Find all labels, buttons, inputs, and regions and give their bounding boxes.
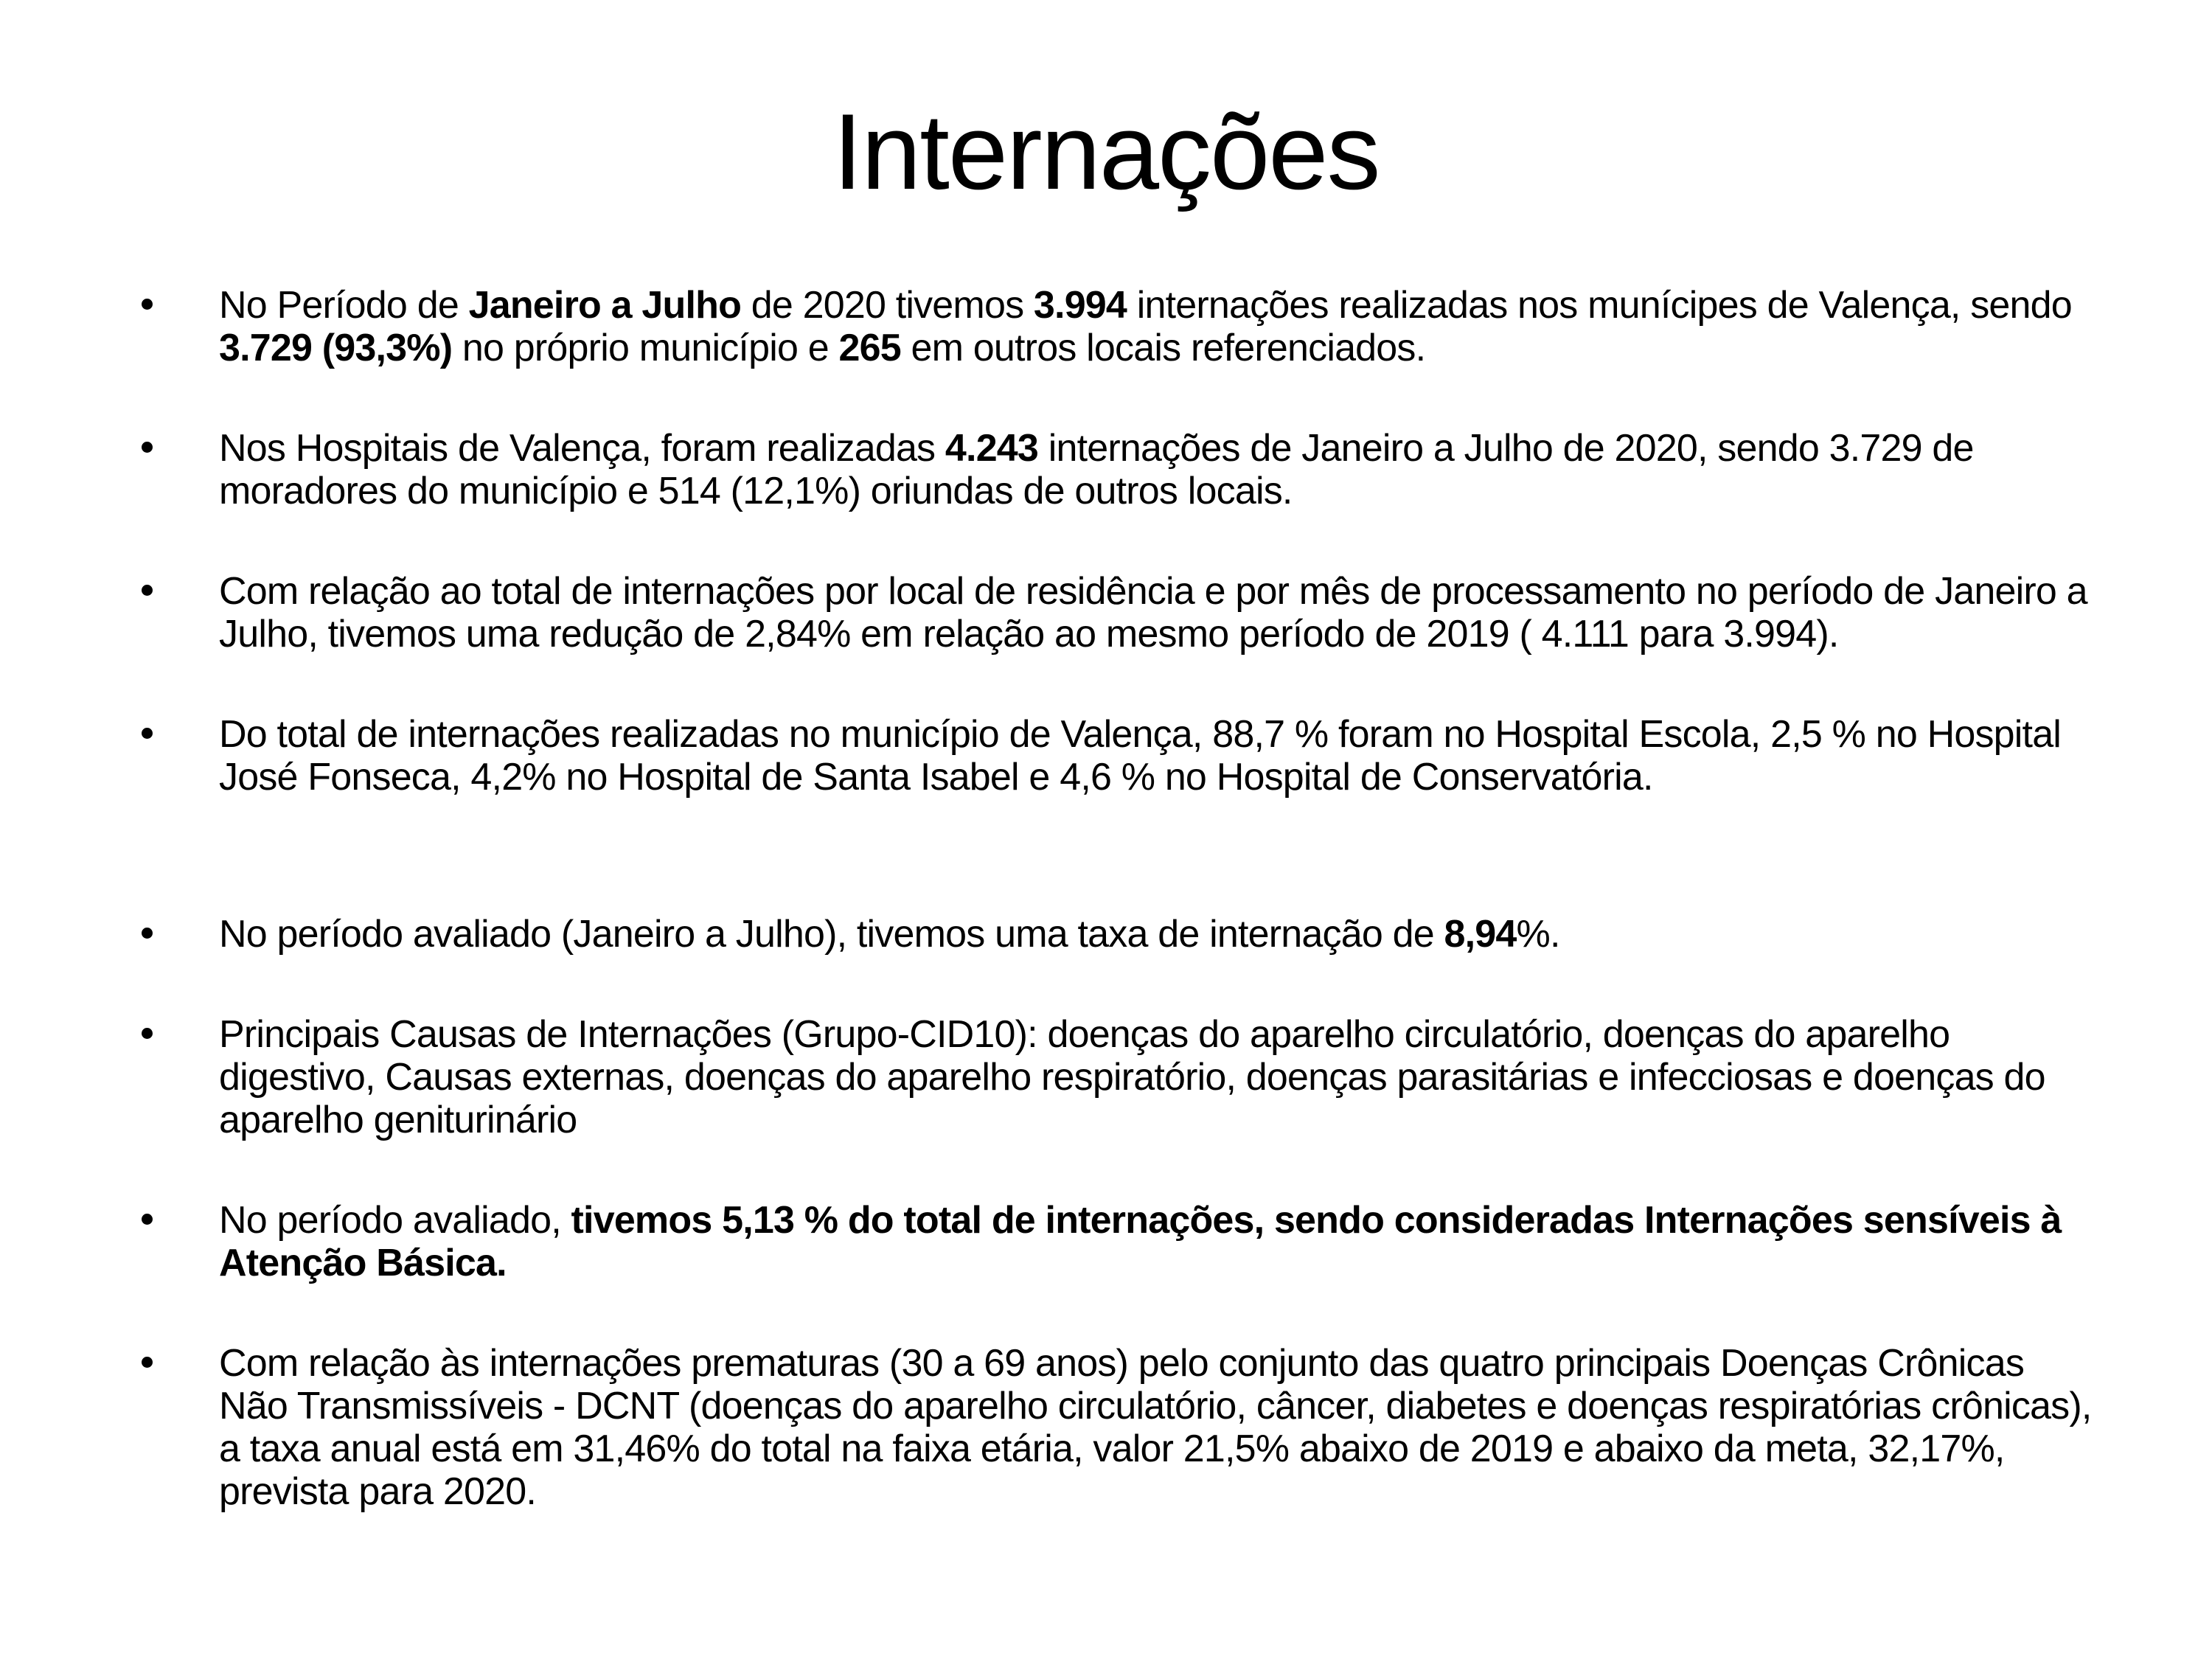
bullet-text: Nos Hospitais de Valença, foram realizadas 4.243 internações de Janeiro a Julho de 2020, sendo 3.729 de moradores do município e 514 (12,1%) oriundas de outros locais. [219, 427, 1974, 512]
bullet-marker-icon [142, 1357, 153, 1368]
bullet-text: Com relação ao total de internações por local de residência e por mês de processamento no período de Janeiro a Julho, tivemos uma redução de 2,84% em relação ao mesmo período de 2019 ( 4.111 para 3.994). [219, 570, 2087, 655]
bullet-item [140, 284, 2092, 369]
bullet-marker-icon [142, 442, 153, 453]
bullet-item [140, 1013, 2092, 1141]
bullet-item [140, 713, 2092, 799]
bullet-marker-icon [142, 299, 153, 310]
bullet-item [140, 913, 2092, 956]
bullet-marker-icon [142, 728, 153, 739]
bullet-marker-icon [142, 1028, 153, 1039]
bullet-text: No período avaliado, tivemos 5,13 % do total de internações, sendo consideradas Internações sensíveis à Atenção Básica. [219, 1199, 2062, 1284]
bullet-list [140, 284, 2094, 1513]
bullet-item [140, 427, 2092, 512]
bullet-text: No Período de Janeiro a Julho de 2020 tivemos 3.994 internações realizadas nos munícipes de Valença, sendo 3.729 (93,3%) no próprio município e 265 em outros locais referenciados. [219, 284, 2072, 369]
bullet-item [140, 1342, 2092, 1513]
bullet-text: No período avaliado (Janeiro a Julho), tivemos uma taxa de internação de 8,94%. [219, 913, 1560, 956]
bullet-text: Com relação às internações prematuras (30 a 69 anos) pelo conjunto das quatro principais Doenças Crônicas Não Transmissíveis - DCNT (doenças do aparelho circulatório, câncer, diabetes e doenças respiratórias crônicas), a taxa anual está em 31,46% do total na faixa etária, valor 21,5% abaixo de 2019 e abaixo da meta, 32,17%, prevista para 2020. [219, 1342, 2092, 1513]
bullet-text: Principais Causas de Internações (Grupo-CID10): doenças do aparelho circulatório, doenças do aparelho digestivo, Causas externas, doenças do aparelho respiratório, doenças parasitárias e infecciosas e doenças do aparelho geniturinário [219, 1013, 2045, 1141]
bullet-text: Do total de internações realizadas no município de Valença, 88,7 % foram no Hospital Escola, 2,5 % no Hospital José Fonseca, 4,2% no Hospital de Santa Isabel e 4,6 % no Hospital de Conservatória. [219, 713, 2062, 799]
slide-title: Internações [832, 91, 1380, 212]
bullet-item [140, 570, 2092, 655]
bullet-item [140, 1199, 2092, 1284]
bullet-marker-icon [142, 585, 153, 596]
bullet-marker-icon [142, 928, 153, 939]
bullet-marker-icon [142, 1214, 153, 1225]
